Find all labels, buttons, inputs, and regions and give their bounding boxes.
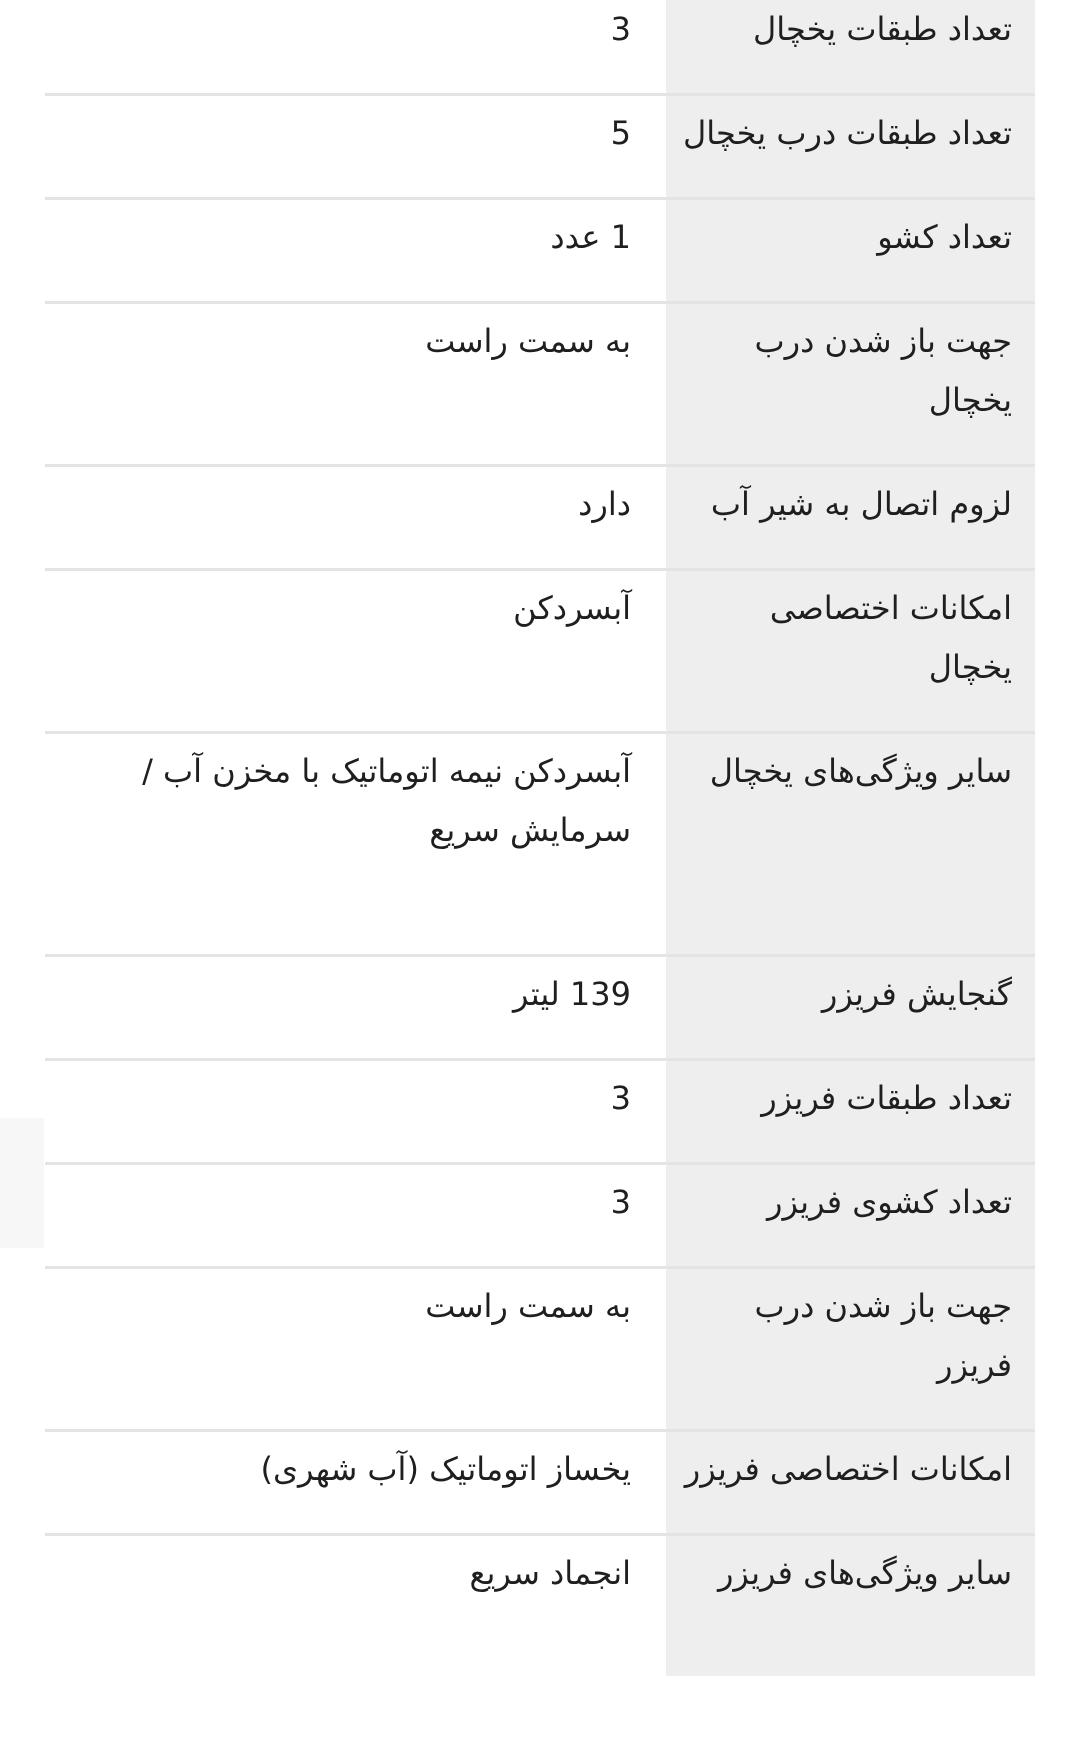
- spec-value: به سمت راست: [425, 322, 631, 360]
- spec-value: آبسردکن: [513, 589, 631, 627]
- spec-label: امکانات اختصاصی فریزر: [666, 1431, 1035, 1535]
- spec-label: امکانات اختصاصی یخچال: [666, 570, 1035, 733]
- spec-value: 1 عدد: [550, 218, 631, 256]
- spec-value-line: آبسردکن نیمه اتوماتیک با مخزن آب /: [142, 752, 631, 790]
- spec-value: 139 لیتر: [513, 975, 631, 1013]
- spec-value: انجماد سریع: [469, 1554, 631, 1592]
- spec-label: تعداد طبقات فریزر: [666, 1060, 1035, 1164]
- spec-label: تعداد طبقات یخچال: [666, 0, 1035, 95]
- spec-value: 3: [610, 1079, 631, 1117]
- spec-value: دارد: [578, 485, 631, 523]
- edge-shade: [0, 1118, 44, 1248]
- spec-value: [45, 733, 666, 956]
- spec-value: یخساز اتوماتیک (آب شهری): [260, 1450, 631, 1488]
- spec-row: [45, 1535, 1035, 1677]
- spec-row: [45, 733, 1035, 956]
- spec-label: تعداد کشوی فریزر: [666, 1164, 1035, 1268]
- spec-row: [45, 956, 1035, 1060]
- spec-label: سایر ویژگی‌های فریزر: [666, 1535, 1035, 1677]
- specs-table: [45, 0, 1035, 1676]
- spec-value-line: سرمایش سریع: [429, 811, 631, 849]
- spec-row: [45, 466, 1035, 570]
- spec-row: [45, 1060, 1035, 1164]
- spec-row: [45, 0, 1035, 95]
- spec-label: جهت باز شدن درب فریزر: [666, 1268, 1035, 1431]
- spec-value: 3: [610, 1183, 631, 1221]
- spec-value: به سمت راست: [425, 1287, 631, 1325]
- spec-row: [45, 1164, 1035, 1268]
- spec-row: [45, 303, 1035, 466]
- spec-row: [45, 1431, 1035, 1535]
- spec-value: 5: [610, 114, 631, 152]
- spec-row: [45, 95, 1035, 199]
- spec-label: سایر ویژگی‌های یخچال: [666, 733, 1035, 956]
- spec-label: جهت باز شدن درب یخچال: [666, 303, 1035, 466]
- spec-row: [45, 570, 1035, 733]
- spec-label: گنجایش فریزر: [666, 956, 1035, 1060]
- spec-row: [45, 1268, 1035, 1431]
- spec-label: تعداد طبقات درب یخچال: [666, 95, 1035, 199]
- spec-label: لزوم اتصال به شیر آب: [666, 466, 1035, 570]
- spec-value: 3: [610, 10, 631, 48]
- spec-label: تعداد کشو: [666, 199, 1035, 303]
- spec-row: [45, 199, 1035, 303]
